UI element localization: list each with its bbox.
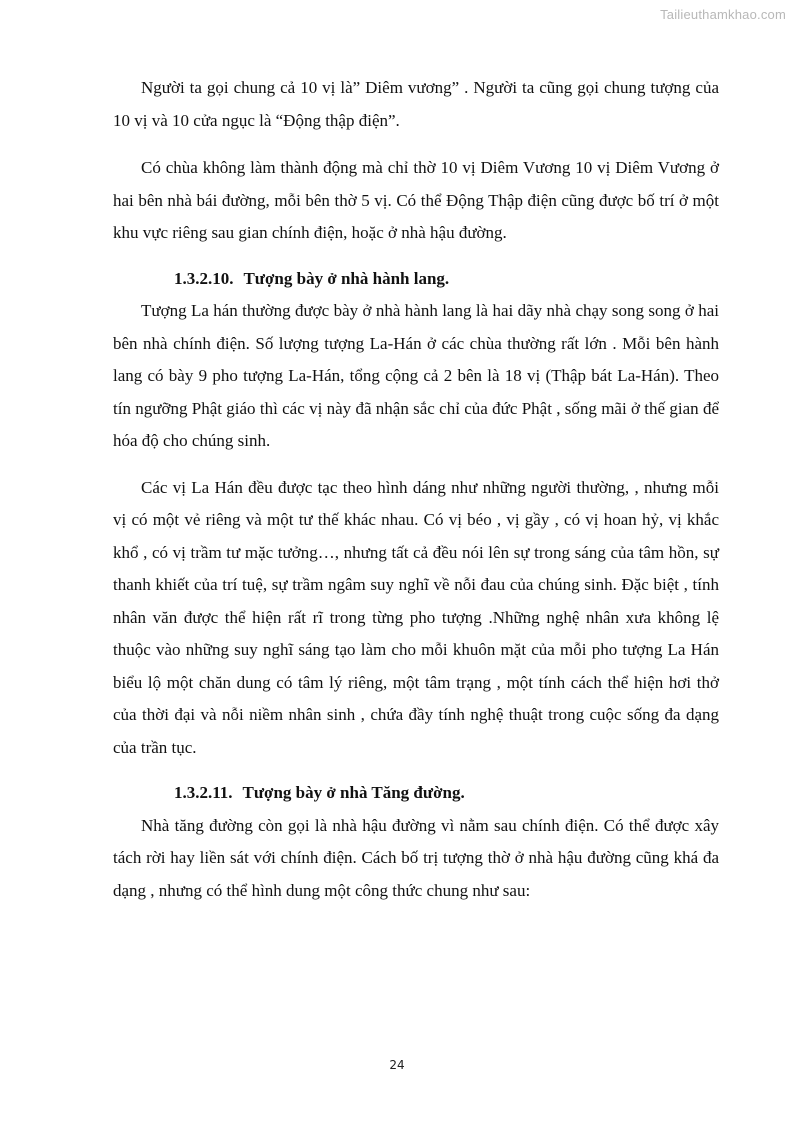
section-number: 1.3.2.10. (174, 268, 234, 288)
paragraph-la-han-placement: Tượng La hán thường được bày ở nhà hành lang là hai dãy nhà chạy song song ở hai bên nhà chính điện. Số lượng tượng La-Hán ở các chùa thường rất lớn . Mỗi bên hành lang có bày 9 pho tượng La-Hán, tổng cộng cả 2 bên là 18 vị (Thập bát La-Hán). Theo tín ngưỡng Phật giáo thì các vị này đã nhận sắc chỉ của đức Phật , sống mãi ở thế gian để hóa độ cho chúng sinh. (113, 301, 719, 450)
document-body (113, 72, 719, 907)
paragraph-diem-vuong: Người ta gọi chung cả 10 vị là” Diêm vương” . Người ta cũng gọi chung tượng của 10 vị và 10 cửa ngục là “Động thập điện”. (113, 78, 719, 130)
section-number: 1.3.2.11. (174, 783, 233, 802)
section-heading-hanh-lang (113, 263, 719, 296)
section-heading-tang-duong (113, 777, 719, 810)
page-number: 24 (389, 1058, 405, 1072)
section-title: Tượng bày ở nhà Tăng đường. (242, 783, 465, 802)
section-title: Tượng bày ở nhà hành lang. (243, 268, 450, 288)
watermark: Tailieuthamkhao.com (660, 7, 786, 22)
paragraph-dong-thap-dien: Có chùa không làm thành động mà chỉ thờ 10 vị Diêm Vương 10 vị Diêm Vương ở hai bên nhà bái đường, mỗi bên thờ 5 vị. Có thể Động Thập điện cũng được bố trí ở một khu vực riêng sau gian chính điện, hoặc ở nhà hậu đường. (113, 158, 719, 242)
paragraph-tang-duong: Nhà tăng đường còn gọi là nhà hậu đường vì nằm sau chính điện. Có thể được xây tách rời hay liền sát với chính điện. Cách bố trị tượng thờ ở nhà hậu đường cũng khá đa dạng , nhưng có thể hình dung một công thức chung như sau: (113, 815, 719, 900)
paragraph-la-han-description: Các vị La Hán đều được tạc theo hình dáng như những người thường, , nhưng mỗi vị có một vẻ riêng và một tư thế khác nhau. Có vị béo , vị gầy , có vị hoan hỷ, vị khắc khổ , có vị trầm tư mặc tưởng…, nhưng tất cả đều nói lên sự trong sáng của tâm hồn, sự thanh khiết của trí tuệ, sự trầm ngâm suy nghĩ về nỗi đau của chúng sinh. Đặc biệt , tính nhân văn được thể hiện rất rĩ trong từng pho tượng .Những nghệ nhân xưa không lệ thuộc vào những suy nghĩ sáng tạo làm cho mỗi khuôn mặt của mỗi pho tượng La Hán biểu lộ một chăn dung có tâm lý riêng, một tâm trạng , một tính cách thể hiện hơi thở của thời đại và nỗi niềm nhân sinh , chứa đầy tính nghệ thuật trong cuộc sống đa dạng của trần tục. (113, 477, 719, 757)
